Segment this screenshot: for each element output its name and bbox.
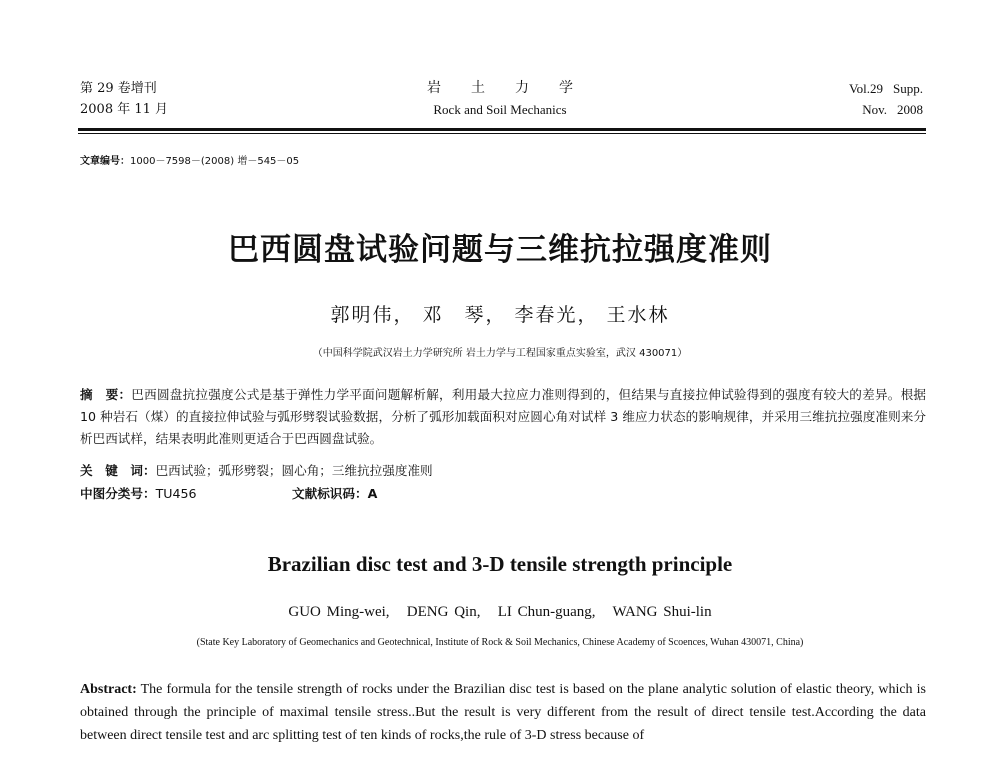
header-rule-thick [78,128,926,131]
affiliation-en: (State Key Laboratory of Geomechanics and Geotechnical, Institute of Rock & Soil Mechanics, Chinese Academy of Scoences, Wuhan 430071, China) [196,637,804,648]
abstract-cn [80,384,926,450]
classification-label: 中图分类号： [80,486,156,501]
abstract-cn-label: 摘 要： [80,387,132,402]
journal-name-cn: 岩土力学 [427,80,603,96]
document-code-value: A [367,486,378,501]
article-number-label: 文章编号： [80,156,130,167]
authors-cn: 郭明伟， 邓 琴， 李春光， 王水林 [330,304,670,326]
abstract-en-text: The formula for the tensile strength of rocks under the Brazilian disc test is based on the plane analytic solution of elastic theory, which is obtained through the principle of maximal tensile stress..But the result is very different from the result of direct tensile test.According the data between direct tensile test and arc splitting test of ten kinds of rocks,the rule of 3-D stress because of [80,682,926,743]
year-en: 2008 [897,102,923,117]
authors-en: GUO Ming-wei, DENG Qin, LI Chun-guang, WANG Shui-lin [288,604,712,620]
header-right [849,78,923,120]
abstract-en-label: Abstract: [80,682,137,697]
article-number [80,152,299,167]
document-code-label: 文献标识码： [292,486,368,501]
classification-line [80,484,378,504]
volume-cn: 第 29 卷增刊 [80,81,157,96]
journal-name-en: Rock and Soil Mechanics [433,102,567,117]
abstract-en [80,678,926,747]
date-cn: 2008 年 11 月 [80,102,169,117]
volume-en: Vol.29 [848,81,884,96]
article-number-value: 1000－7598－(2008) 增－545－05 [130,156,300,167]
keywords-cn-label: 关 键 词： [80,463,156,478]
month-en: Nov. [862,102,887,117]
paper-title-cn: 巴西圆盘试验问题与三维抗拉强度准则 [228,232,772,268]
header-rule-thin [78,133,926,134]
supp-en: Supp. [893,81,923,96]
classification-value: TU456 [155,486,197,501]
keywords-cn [80,461,433,481]
paper-title-en: Brazilian disc test and 3-D tensile strength principle [267,552,733,576]
abstract-cn-text: 巴西圆盘抗拉强度公式是基于弹性力学平面问题解析解，利用最大拉应力准则得到的，但结果与直接拉伸试验得到的强度有较大的差异。根据 10 种岩石（煤）的直接拉伸试验与弧形劈裂试验数据，分析了弧形加载面积对应圆心角对试样 3 维应力状态的影响规律，并采用三维抗拉强度准则来分析巴西试样，结果表明此准则更适合于巴西圆盘试验。 [80,387,927,446]
affiliation-cn: （中国科学院武汉岩土力学研究所 岩土力学与工程国家重点实验室，武汉 430071） [312,348,688,359]
keywords-cn-text: 巴西试验；弧形劈裂；圆心角；三维抗拉强度准则 [155,463,433,478]
